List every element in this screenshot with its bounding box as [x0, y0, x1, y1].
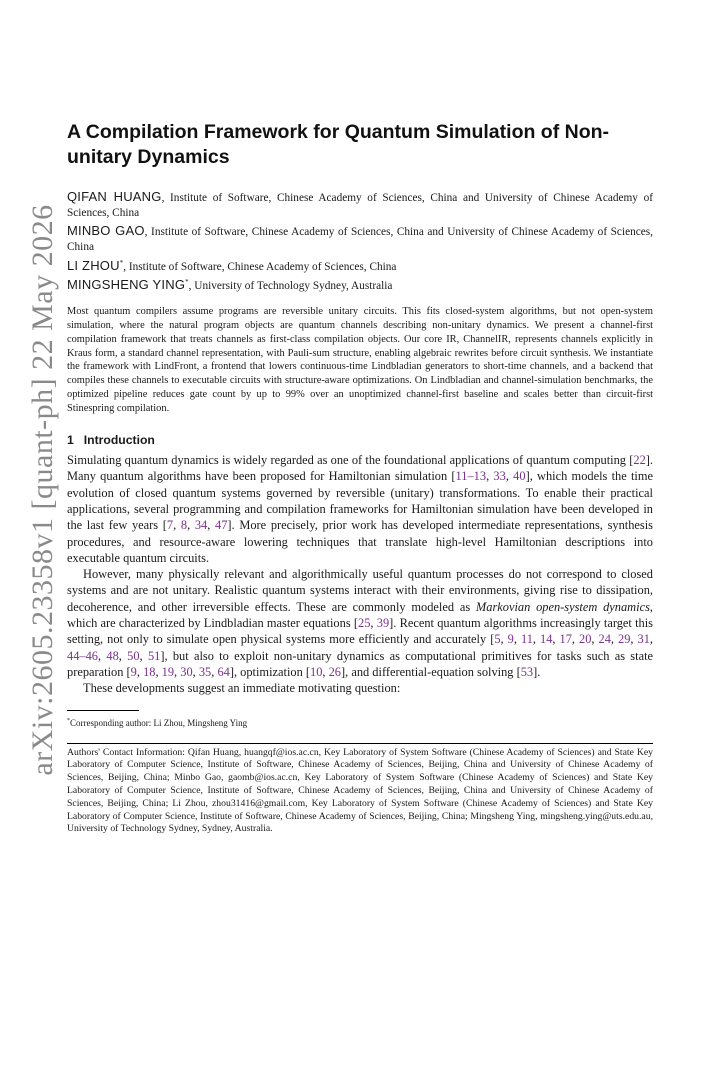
arxiv-sidebar: [15, 204, 71, 776]
citation-link[interactable]: 7: [166, 518, 174, 533]
citation-link[interactable]: 53: [520, 664, 534, 679]
paper-title: A Compilation Framework for Quantum Simulation of Non-unitary Dynamics: [67, 121, 610, 168]
author-entry: [67, 256, 653, 275]
paper-page: [67, 120, 653, 836]
section-number: 1: [67, 433, 74, 448]
author-name: MINGSHENG YING: [67, 276, 186, 292]
author-affiliation: , Institute of Software, Chinese Academy of Sciences, China and University of Chinese Academy of Sciences, China: [67, 226, 653, 254]
citation-link[interactable]: 9: [507, 632, 514, 647]
author-affiliation: , Institute of Software, Chinese Academy of Sciences, China and University of Chinese Academy of Sciences, China: [67, 191, 653, 220]
citation-link[interactable]: 17: [559, 632, 572, 647]
citation-link[interactable]: 9: [130, 664, 137, 679]
author-name: MINBO GAO: [67, 223, 145, 239]
section-title: Introduction: [83, 433, 155, 448]
author-entry: [67, 187, 653, 221]
author-name: LI ZHOU: [67, 257, 120, 273]
footnote-rule: [67, 710, 139, 711]
footnote-text: Corresponding author: Li Zhou, Mingsheng Ying: [70, 717, 248, 728]
citation-link[interactable]: 33: [493, 469, 506, 484]
author-mark: *: [185, 277, 189, 286]
citation-link[interactable]: 30: [180, 664, 193, 679]
citation-link[interactable]: 35: [198, 664, 212, 679]
citation-link[interactable]: 39: [376, 616, 390, 631]
author-list: [67, 187, 653, 294]
citation-link[interactable]: 24: [598, 632, 611, 647]
citation-link[interactable]: 5: [494, 632, 501, 647]
citation-link[interactable]: 51: [147, 648, 161, 663]
author-entry: [67, 275, 653, 294]
citation-link[interactable]: 44–46: [67, 648, 98, 663]
citation-link[interactable]: 10: [310, 664, 323, 679]
citation-link[interactable]: 11–13: [455, 469, 487, 484]
arxiv-identifier: arXiv:2605.23358v1 [quant-ph] 22 May 2026: [26, 204, 59, 776]
author-name: QIFAN HUANG: [67, 188, 162, 204]
citation-link[interactable]: 26: [328, 664, 341, 679]
citation-link[interactable]: 25: [358, 616, 371, 631]
author-mark: *: [119, 258, 124, 267]
abstract: Most quantum compilers assume programs are reversible unitary circuits. This fits closed-system algorithms, but not open-system simulation, where the natural program objects are quantum channels describing non-unitary dynamics. We present a channel-first compilation framework that treats channels as first-class compilation objects. Our core IR, ChannelIR, represents channels explicitly in Kraus form, a standard channel representation, with Pauli-sum structure, enabling algebraic rewrites before circuit synthesis. We instantiate the framework with LindFront, a frontend that lowers continuous-time Lindbladian generators to short-time channels, and a backend that compiles these channels to executable circuits with structure-aware optimizations. On Lindbladian and channel-simulation benchmarks, the optimized pipeline reduces gate count by up to 99% over an unoptimized channel-first baseline and scales better than circuit-first Stinespring compilation.: [67, 305, 653, 415]
citation-link[interactable]: 8: [180, 518, 188, 533]
citation-link[interactable]: 64: [217, 664, 230, 679]
citation-link[interactable]: 19: [161, 664, 175, 679]
citation-link[interactable]: 22: [633, 453, 646, 468]
citation-link[interactable]: 18: [143, 664, 156, 679]
citation-link[interactable]: 29: [618, 632, 631, 647]
citation-link[interactable]: 50: [127, 648, 140, 663]
citation-link[interactable]: 40: [513, 469, 526, 484]
intro-paragraph-2: However, many physically relevant and algorithmically useful quantum processes do not correspond to closed systems and are not unitary. Realistic quantum systems interact with their environments, giving rise to dissipation, decoherence, and other irreversible effects. These are commonly modeled as Markovian open-system dynamics, which are characterized by Lindbladian master equations [25, 39]. Recent quantum algorithms increasingly target this setting, not only to simulate open physical systems more efficiently and accurately [5, 9, 11, 14, 17, 20, 24, 29, 31, 44–46, 48, 50, 51], but also to exploit non-unitary dynamics as computational primitives for tasks such as state preparation [9, 18, 19, 30, 35, 64], optimization [10, 26], and differential-equation solving [53].: [67, 567, 654, 679]
citation-link[interactable]: 47: [215, 518, 228, 533]
citation-link[interactable]: 11: [520, 632, 533, 647]
footnote-mark: *: [67, 717, 70, 724]
author-affiliation: , Institute of Software, Chinese Academy of Sciences, China: [123, 260, 397, 273]
intro-paragraph-1: Simulating quantum dynamics is widely regarded as one of the foundational applications of quantum computing [22]. Many quantum algorithms have been proposed for Hamiltonian simulation [11–13, 33, 40], which models the time evolution of closed quantum systems governed by reversible (unitary) transformations. To enable their practical applications, several programming and compilation frameworks for Hamiltonian simulation have been developed in the last few years [7, 8, 34, 47]. More precisely, prior work has developed intermediate representations, synthesis procedures, and resource-aware lowering techniques that translate high-level Hamiltonian descriptions into executable quantum circuits.: [67, 453, 654, 565]
citation-link[interactable]: 14: [540, 632, 553, 647]
author-affiliation: , University of Technology Sydney, Australia: [188, 279, 393, 292]
author-entry: [67, 221, 653, 255]
citation-link[interactable]: 48: [106, 648, 119, 663]
citation-link[interactable]: 31: [637, 632, 650, 647]
citation-link[interactable]: 20: [579, 632, 592, 647]
section-heading: [67, 433, 653, 447]
emphasis-text: Markovian open-system dynamics: [475, 599, 650, 614]
intro-paragraph-3: These developments suggest an immediate motivating question:: [83, 681, 401, 696]
contact-info: Authors' Contact Information: Qifan Huang, huangqf@ios.ac.cn, Key Laboratory of System Software (Chinese Academy of Sciences) and State Key Laboratory of Computer Science, Institute of Software, Chinese Academy of Sciences, Beijing, China and University of Chinese Academy of Sciences, Beijing, China; Minbo Gao, gaomb@ios.ac.cn, Key Laboratory of System Software (Chinese Academy of Sciences) and State Key Laboratory of Computer Science, Institute of Software, Chinese Academy of Sciences, Beijing, China and University of Chinese Academy of Sciences, Beijing, China; Li Zhou, zhou31416@gmail.com, Key Laboratory of System Software (Chinese Academy of Sciences) and State Key Laboratory of Computer Science, Institute of Software, Chinese Academy of Sciences, Beijing, China; Mingsheng Ying, mingsheng.ying@uts.edu.au, University of Technology Sydney, Sydney, Australia.: [67, 746, 653, 835]
citation-link[interactable]: 34: [194, 518, 208, 533]
contact-info-rule: [67, 743, 653, 744]
footnote: [67, 715, 653, 729]
